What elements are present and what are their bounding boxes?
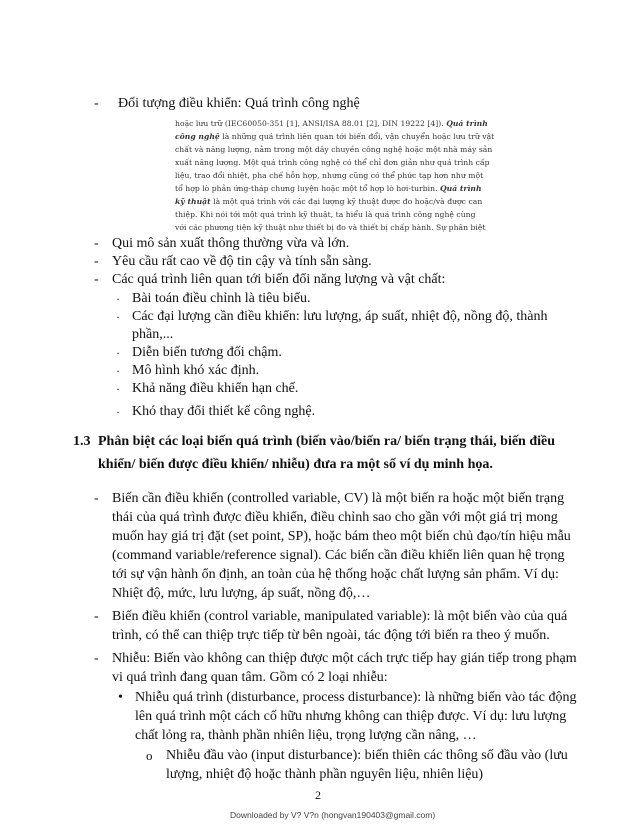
dash-marker: - — [94, 609, 99, 624]
sub-property-item: Bài toán điều chỉnh là tiêu biểu. — [132, 291, 311, 306]
dash-marker: - — [94, 96, 99, 111]
paragraph-line: Nhiễu: Biến vào không can thiệp được một cách trực tiếp hay gián tiếp trong phạm — [112, 651, 577, 666]
dash-marker: - — [94, 236, 99, 251]
paragraph-line: trình, có thể can thiệp trực tiếp từ bên ngoài, tác động tới biến ra theo ý muốn. — [112, 628, 550, 643]
sub-property-item: Diễn biến tương đối chậm. — [132, 345, 282, 360]
property-item: Yêu cầu rất cao về độ tin cậy và tính sẵn sàng. — [112, 254, 372, 269]
sub-property-item: Các đại lượng cần điều khiển: lưu lượng, áp suất, nhiệt độ, nồng độ, thành — [132, 309, 548, 324]
sub-property-continuation: phần,... — [132, 327, 174, 342]
circle-marker: o — [146, 748, 153, 763]
dash-marker: - — [94, 272, 99, 287]
quote-line: kỹ thuật là một quá trình với các đại lượng kỹ thuật được đo hoặc/và được can — [175, 197, 483, 206]
quote-line: công nghệ là những quá trình liên quan tới biến đổi, vận chuyển hoặc lưu trữ vật — [175, 132, 495, 141]
paragraph-line: Biến cần điều khiển (controlled variable, CV) là một biến ra hoặc một biến trạng — [112, 491, 565, 506]
quote-line: liệu, trao đổi nhiệt, pha chế hỗn hợp, nhưng cũng có thể phức tạp hơn như một — [175, 171, 484, 180]
section-number: 1.3 — [73, 434, 91, 449]
quote-line: xuất năng lượng. Một quá trình công nghệ có thể chỉ đơn giản như quá trình cấp — [175, 158, 490, 167]
property-item: Các quá trình liên quan tới biến đổi năng lượng và vật chất: — [112, 272, 446, 287]
quote-line: với các phương tiện kỹ thuật như thiết bị đo và thiết bị chấp hành. Sự phân biệt — [175, 223, 486, 232]
paragraph-line: chất lỏng ra, thành phần nhiên liệu, trọng lượng cần nâng, … — [135, 728, 477, 743]
bullet-marker: • — [118, 690, 123, 705]
paragraph-line: vi quá trình đang quan tâm. Gồm có 2 loại nhiễu: — [112, 670, 388, 685]
dot-marker: · — [116, 310, 120, 324]
paragraph-line: thái của quá trình được điều khiển, điều chỉnh sao cho gần với một giá trị mong — [112, 510, 558, 525]
paragraph-line: Nhiệt độ, mức, lưu lượng, áp suất, nồng độ,… — [112, 586, 371, 601]
paragraph-line: Nhiễu đầu vào (input disturbance): biến thiên các thông số đầu vào (lưu — [166, 748, 568, 763]
page-number: 2 — [315, 788, 321, 802]
sub-property-item: Khả năng điều khiển hạn chế. — [132, 381, 299, 396]
dot-marker: · — [116, 382, 120, 396]
intro-line: Đối tượng điều khiển: Quá trình công nghệ — [118, 96, 360, 111]
dash-marker: - — [94, 254, 99, 269]
quote-line: tổ hợp lò phản ứng-tháp chưng luyện hoặc một tổ hợp lò hơi-turbin. Quá trình — [175, 184, 482, 193]
property-item: Qui mô sản xuất thông thường vừa và lớn. — [112, 236, 350, 251]
quote-line: chất và năng lượng, nằm trong một dây chuyền công nghệ hoặc một nhà máy sản — [175, 145, 493, 154]
quote-line: thiệp. Khi nói tới một quá trình kỹ thuật, ta hiểu là quá trình công nghệ cùng — [175, 210, 476, 219]
paragraph-line: (command variable/reference signal). Các biến cần điều khiển liên quan hệ trọng — [112, 548, 565, 563]
quote-line: hoặc lưu trữ (IEC60050-351 [1], ANSI/ISA 88.01 [2], DIN 19222 [4]). Quá trình — [175, 119, 488, 128]
dot-marker: · — [116, 405, 120, 419]
dot-marker: · — [116, 292, 120, 306]
paragraph-line: Biến điều khiển (control variable, manipulated variable): là một biến vào của quá — [112, 609, 568, 624]
dot-marker: · — [116, 346, 120, 360]
dash-marker: - — [94, 651, 99, 666]
paragraph-line: lên quá trình một cách cố hữu nhưng không can thiệp được. Ví dụ: lưu lượng — [135, 709, 567, 724]
download-footer: Downloaded by V? V?n (hongvan190403@gmail.com) — [230, 810, 436, 820]
section-heading-line: khiển/ biến được điều khiển/ nhiễu) đưa ra một số ví dụ minh họa. — [98, 457, 493, 472]
paragraph-line: Nhiễu quá trình (disturbance, process disturbance): là những biến vào tác động — [135, 690, 577, 705]
dash-marker: - — [94, 491, 99, 506]
paragraph-line: tới sự vận hành ổn định, an toàn của hệ thống hoặc chất lượng sản phẩm. Ví dụ: — [112, 567, 559, 582]
dot-marker: · — [116, 364, 120, 378]
section-heading-line: Phân biệt các loại biến quá trình (biến vào/biến ra/ biến trạng thái, biến điều — [98, 434, 556, 449]
sub-property-item: Khó thay đổi thiết kế công nghệ. — [132, 404, 316, 419]
paragraph-line: muốn hay giá trị đặt (set point, SP), hoặc bám theo một biến chủ đạo/tín hiệu mẫu — [112, 529, 571, 544]
sub-property-item: Mô hình khó xác định. — [132, 363, 260, 378]
paragraph-line: lượng, nhiệt độ hoặc thành phần nguyên liệu, nhiên liệu) — [166, 767, 484, 782]
